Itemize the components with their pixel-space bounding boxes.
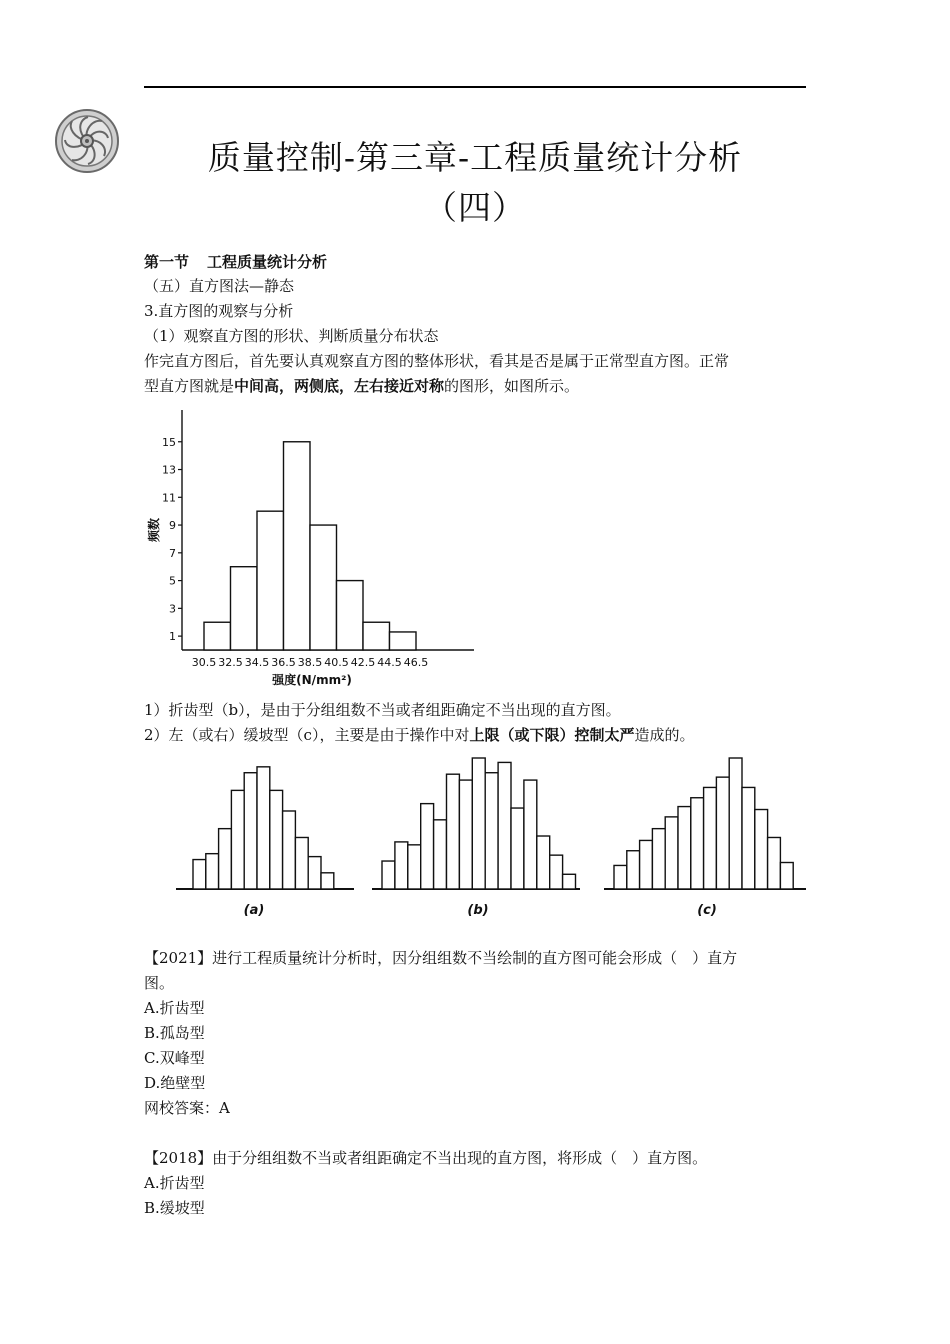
- histogram-bar: [434, 820, 447, 889]
- option-b: B.孤岛型: [144, 1024, 205, 1042]
- subsection-heading: （五）直方图法—静态: [144, 277, 295, 295]
- topic-heading: 3.直方图的观察与分析: [144, 302, 294, 320]
- histogram-bar: [284, 442, 311, 650]
- histogram-bar: [270, 790, 283, 889]
- histogram-bar: [691, 798, 704, 889]
- chart-label: (c): [697, 903, 717, 918]
- histogram-bar: [257, 767, 270, 889]
- y-axis-label: 频数: [147, 517, 161, 543]
- histogram-bar: [472, 758, 485, 889]
- paragraph-text-end: 的图形，如图所示。: [444, 377, 580, 395]
- question-2021-line-1: 【2021】进行工程质量统计分析时，因分组组数不当绘制的直方图可能会形成（ ）直方: [144, 949, 738, 967]
- histogram-bar: [231, 567, 258, 650]
- histogram-bar: [729, 758, 742, 889]
- paragraph-line-2: [144, 374, 579, 398]
- histogram-bar: [395, 842, 408, 889]
- question-2021-line-2: 图。: [144, 974, 175, 992]
- histogram-bar: [678, 807, 691, 889]
- histogram-bar: [206, 854, 219, 889]
- x-tick-label: 40.5: [324, 656, 349, 669]
- chart-label: (b): [467, 903, 489, 918]
- histogram-bar: [665, 817, 678, 889]
- histogram-bar: [421, 804, 434, 889]
- histogram-bar: [231, 790, 244, 889]
- x-tick-label: 34.5: [244, 656, 270, 669]
- option-a-2018: A.折齿型: [144, 1174, 205, 1192]
- list-item-emphasis: 上限（或下限）控制太严: [469, 726, 635, 744]
- header-rule: [144, 86, 806, 88]
- option-a: A.折齿型: [144, 999, 205, 1017]
- x-tick-label: 46.5: [403, 656, 429, 669]
- histogram-bar: [563, 874, 576, 889]
- histogram-bar: [283, 811, 296, 889]
- list-item-text-end: 造成的。: [634, 726, 695, 744]
- list-item-2: [144, 723, 694, 747]
- histogram-bar: [627, 851, 640, 889]
- histogram-bar: [652, 829, 665, 889]
- question-2018-line-1: 【2018】由于分组组数不当或者组距确定不当出现的直方图，将形成（ ）直方图。: [144, 1149, 708, 1167]
- normal-histogram-chart: [144, 402, 494, 690]
- document-title-part: （四）: [424, 188, 526, 227]
- option-d: D.绝壁型: [144, 1074, 206, 1092]
- option-c: C.双峰型: [144, 1049, 205, 1067]
- histogram-bar: [321, 873, 334, 889]
- histogram-b: [368, 752, 584, 922]
- paragraph-emphasis: 中间高，两侧底，左右接近对称: [234, 377, 445, 395]
- histogram-bar: [310, 525, 337, 650]
- histogram-bar: [640, 840, 653, 889]
- histogram-bar: [308, 857, 321, 889]
- section-title: 工程质量统计分析: [207, 253, 328, 271]
- option-b-2018: B.缓坡型: [144, 1199, 205, 1217]
- histogram-a: [172, 752, 358, 922]
- x-tick-label: 32.5: [218, 656, 243, 669]
- histogram-bar: [219, 829, 232, 889]
- x-tick-label: 30.5: [191, 656, 217, 669]
- point-heading: （1）观察直方图的形状、判断质量分布状态: [144, 327, 439, 345]
- histogram-bar: [716, 777, 729, 889]
- histogram-bar: [768, 837, 781, 889]
- histogram-bar: [193, 860, 206, 889]
- histogram-bar: [447, 774, 460, 889]
- histogram-bar: [550, 855, 563, 889]
- document-title: 质量控制-第三章-工程质量统计分析: [207, 138, 743, 177]
- histogram-bar: [742, 787, 755, 889]
- histogram-bar: [755, 810, 768, 889]
- x-axis-label: 强度(N/mm²): [272, 673, 352, 687]
- y-tick-label: 15: [162, 435, 176, 449]
- section-number: 第一节: [144, 253, 190, 271]
- histogram-bar: [704, 787, 717, 889]
- histogram-bar: [459, 780, 472, 889]
- histogram-bar: [498, 762, 511, 889]
- y-tick-label: 9: [169, 519, 176, 533]
- logo-icon: [54, 108, 120, 174]
- y-tick-label: 5: [169, 574, 176, 588]
- y-tick-label: 1: [169, 630, 176, 644]
- y-tick-label: 13: [162, 463, 176, 477]
- histogram-bar: [363, 622, 390, 650]
- histogram-c: [600, 752, 810, 922]
- histogram-bar: [537, 836, 550, 889]
- x-tick-label: 42.5: [350, 656, 376, 669]
- section-heading: [144, 250, 327, 274]
- histogram-bar: [257, 511, 284, 650]
- y-tick-label: 11: [162, 491, 176, 505]
- x-tick-label: 44.5: [377, 656, 402, 669]
- y-tick-label: 7: [169, 546, 176, 560]
- histogram-bar: [614, 865, 627, 889]
- chart-label: (a): [243, 903, 265, 918]
- x-tick-label: 38.5: [297, 656, 323, 669]
- histogram-bar: [780, 863, 793, 889]
- histogram-bar: [524, 780, 537, 889]
- paragraph-line-1: 作完直方图后，首先要认真观察直方图的整体形状，看其是否是属于正常型直方图。正常: [144, 352, 730, 370]
- histogram-bar: [337, 581, 364, 650]
- histogram-bar: [295, 837, 308, 889]
- list-item-text: 2）左（或右）缓坡型（c），主要是由于操作中对: [144, 726, 470, 744]
- histogram-bar: [408, 845, 421, 889]
- answer-line: 网校答案：A: [144, 1099, 230, 1117]
- x-tick-label: 36.5: [271, 656, 296, 669]
- histogram-bar: [382, 861, 395, 889]
- histogram-bar: [511, 808, 524, 889]
- histogram-bar: [244, 773, 257, 889]
- histogram-bar: [485, 773, 498, 889]
- histogram-bar: [204, 622, 231, 650]
- y-tick-label: 3: [169, 602, 176, 616]
- histogram-bar: [390, 632, 417, 650]
- paragraph-text: 型直方图就是: [144, 377, 235, 395]
- list-item-1: 1）折齿型（b），是由于分组组数不当或者组距确定不当出现的直方图。: [144, 701, 621, 719]
